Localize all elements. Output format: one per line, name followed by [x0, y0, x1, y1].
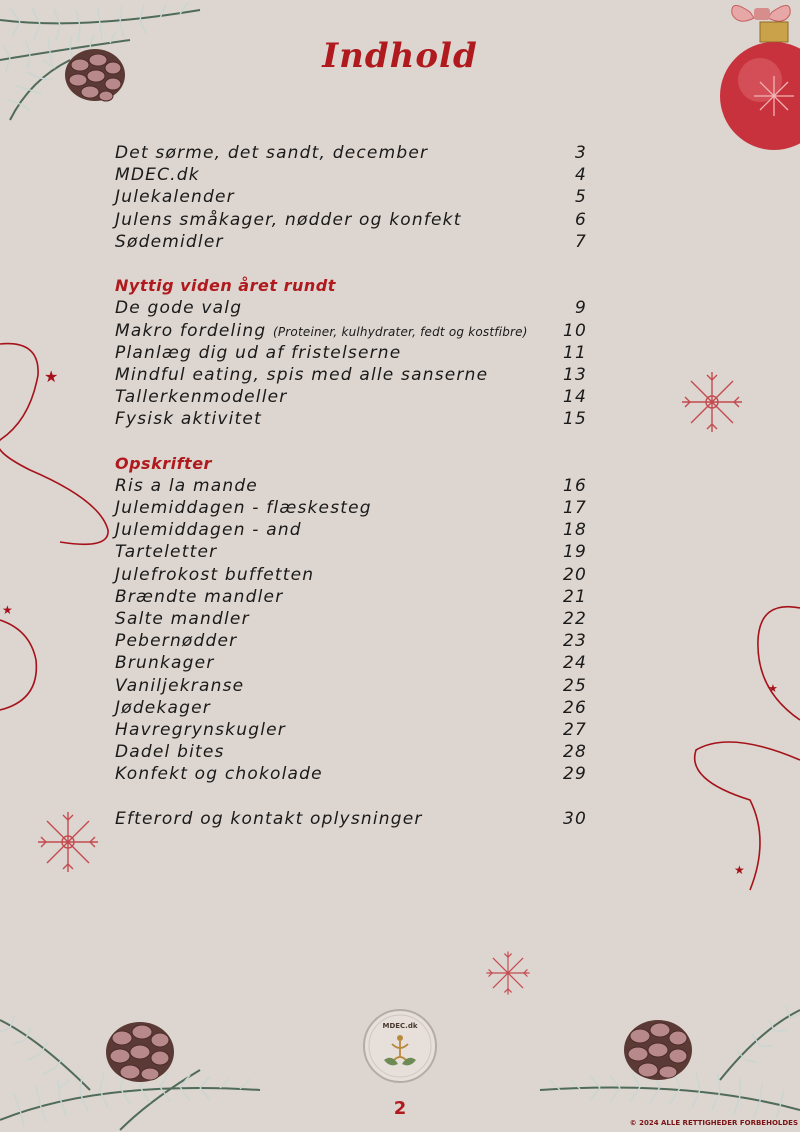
snowflake-icon	[36, 810, 100, 874]
toc-entry[interactable]	[115, 232, 587, 254]
toc-entry[interactable]	[115, 565, 587, 587]
toc-entry[interactable]	[115, 698, 587, 720]
toc-entry[interactable]	[115, 298, 587, 320]
toc-entry-page: 30	[562, 808, 587, 829]
svg-text:★: ★	[768, 682, 778, 695]
toc-entry[interactable]	[115, 187, 587, 209]
table-of-contents	[115, 143, 587, 831]
toc-entry-label: Tarteletter	[115, 542, 218, 563]
toc-entry[interactable]	[115, 809, 587, 831]
toc-entry-page: 15	[562, 409, 587, 430]
toc-entry-page: 24	[562, 653, 587, 674]
toc-entry-page: 26	[562, 697, 587, 718]
snowflake-icon	[485, 950, 531, 996]
toc-entry[interactable]	[115, 365, 587, 387]
toc-entry-page: 25	[562, 675, 587, 696]
red-swirl-line-left-decoration	[0, 330, 120, 730]
toc-entry[interactable]	[115, 498, 587, 520]
red-swirl-line-right-decoration	[690, 600, 800, 900]
snowflake-icon	[680, 370, 744, 434]
toc-entry-page: 22	[562, 608, 587, 629]
toc-entry-page: 13	[562, 364, 587, 385]
toc-entry-page: 19	[562, 542, 587, 563]
toc-entry[interactable]	[115, 720, 587, 742]
toc-entry[interactable]	[115, 631, 587, 653]
page-number: 2	[393, 1098, 407, 1119]
toc-entry[interactable]	[115, 210, 587, 232]
toc-entry-label: Fysisk aktivitet	[115, 409, 262, 430]
toc-entry-label: Makro fordeling	[115, 320, 267, 341]
toc-entry-page: 4	[574, 165, 587, 186]
mdec-logo	[362, 1008, 438, 1084]
toc-entry-page: 17	[562, 498, 587, 518]
toc-entry[interactable]	[115, 764, 587, 786]
toc-entry-label: Ris a la mande	[115, 475, 258, 496]
toc-entry-label: Pebernødder	[115, 631, 238, 652]
svg-text:★: ★	[2, 603, 13, 617]
toc-entry[interactable]	[115, 143, 587, 165]
toc-entry[interactable]	[115, 653, 587, 675]
toc-entry-label: Julefrokost buffetten	[115, 564, 315, 585]
svg-text:★: ★	[44, 367, 59, 386]
toc-entry[interactable]	[115, 587, 587, 609]
toc-entry[interactable]	[115, 387, 587, 409]
toc-entry[interactable]	[115, 609, 587, 631]
toc-entry-page: 23	[562, 631, 587, 652]
toc-entry[interactable]	[115, 409, 587, 431]
toc-entry[interactable]	[115, 520, 587, 542]
toc-entry-page: 18	[562, 520, 587, 541]
svg-text:★: ★	[734, 863, 745, 877]
christmas-bauble-decoration	[710, 0, 800, 160]
toc-entry[interactable]	[115, 542, 587, 564]
page-title: Indhold	[322, 36, 478, 76]
toc-entry[interactable]	[115, 476, 587, 498]
toc-entry-page: 3	[574, 143, 587, 163]
toc-entry-page: 29	[562, 764, 587, 785]
toc-entry-label: MDEC.dk	[115, 165, 200, 186]
toc-entry-label: Dadel bites	[115, 742, 225, 763]
toc-entry-page: 27	[562, 719, 587, 740]
toc-entry-label: Sødemidler	[115, 231, 224, 252]
toc-entry-page: 16	[562, 475, 587, 496]
toc-entry-label: De gode valg	[115, 298, 243, 319]
toc-entry-label: Vaniljekranse	[115, 675, 245, 696]
toc-entry-label: Julemiddagen - flæskesteg	[115, 498, 372, 518]
toc-entry[interactable]	[115, 321, 587, 343]
pinecone-icon	[624, 1020, 692, 1080]
toc-entry[interactable]	[115, 742, 587, 764]
toc-entry-label: Konfekt og chokolade	[115, 764, 323, 785]
toc-entry-label: Brændte mandler	[115, 586, 284, 607]
toc-entry-label: Mindful eating, spis med alle sanserne	[115, 364, 489, 385]
toc-entry-note: (Proteiner, kulhydrater, fedt og kostfibre)	[272, 324, 528, 339]
toc-entry-page: 6	[574, 209, 587, 230]
toc-entry[interactable]	[115, 165, 587, 187]
toc-entry[interactable]	[115, 676, 587, 698]
toc-entry-label: Efterord og kontakt oplysninger	[115, 808, 423, 829]
toc-entry-label: Havregrynskugler	[115, 719, 286, 740]
toc-entry-label: Tallerkenmodeller	[115, 387, 288, 408]
toc-entry-label: Det sørme, det sandt, december	[115, 143, 429, 163]
toc-entry-label: Brunkager	[115, 653, 215, 674]
toc-entry-page: 9	[574, 298, 587, 319]
toc-entry-label: Julens småkager, nødder og konfekt	[115, 209, 462, 230]
toc-entry-page: 11	[562, 342, 587, 363]
section-heading-useful-knowledge: Nyttig viden året rundt	[115, 276, 336, 296]
toc-entry-label: Planlæg dig ud af fristelserne	[115, 342, 402, 363]
toc-entry-page: 20	[562, 564, 587, 585]
toc-entry-page: 14	[562, 387, 587, 408]
toc-entry-page: 10	[562, 320, 587, 341]
toc-entry-page: 5	[574, 187, 587, 208]
toc-entry-page: 28	[562, 742, 587, 763]
toc-entry-page: 7	[574, 231, 587, 252]
toc-entry-label: Julekalender	[115, 187, 235, 208]
toc-entry-page: 21	[562, 586, 587, 607]
toc-entry[interactable]	[115, 343, 587, 365]
toc-entry-label: Salte mandler	[115, 608, 250, 629]
section-heading-recipes: Opskrifter	[115, 453, 212, 473]
toc-entry-label: Jødekager	[115, 697, 211, 718]
toc-entry-label: Julemiddagen - and	[115, 520, 302, 541]
logo-text: MDEC.dk	[382, 1022, 418, 1030]
pinecone-icon	[106, 1022, 174, 1082]
copyright-notice: © 2024 ALLE RETTIGHEDER FORBEHOLDES	[629, 1119, 798, 1127]
